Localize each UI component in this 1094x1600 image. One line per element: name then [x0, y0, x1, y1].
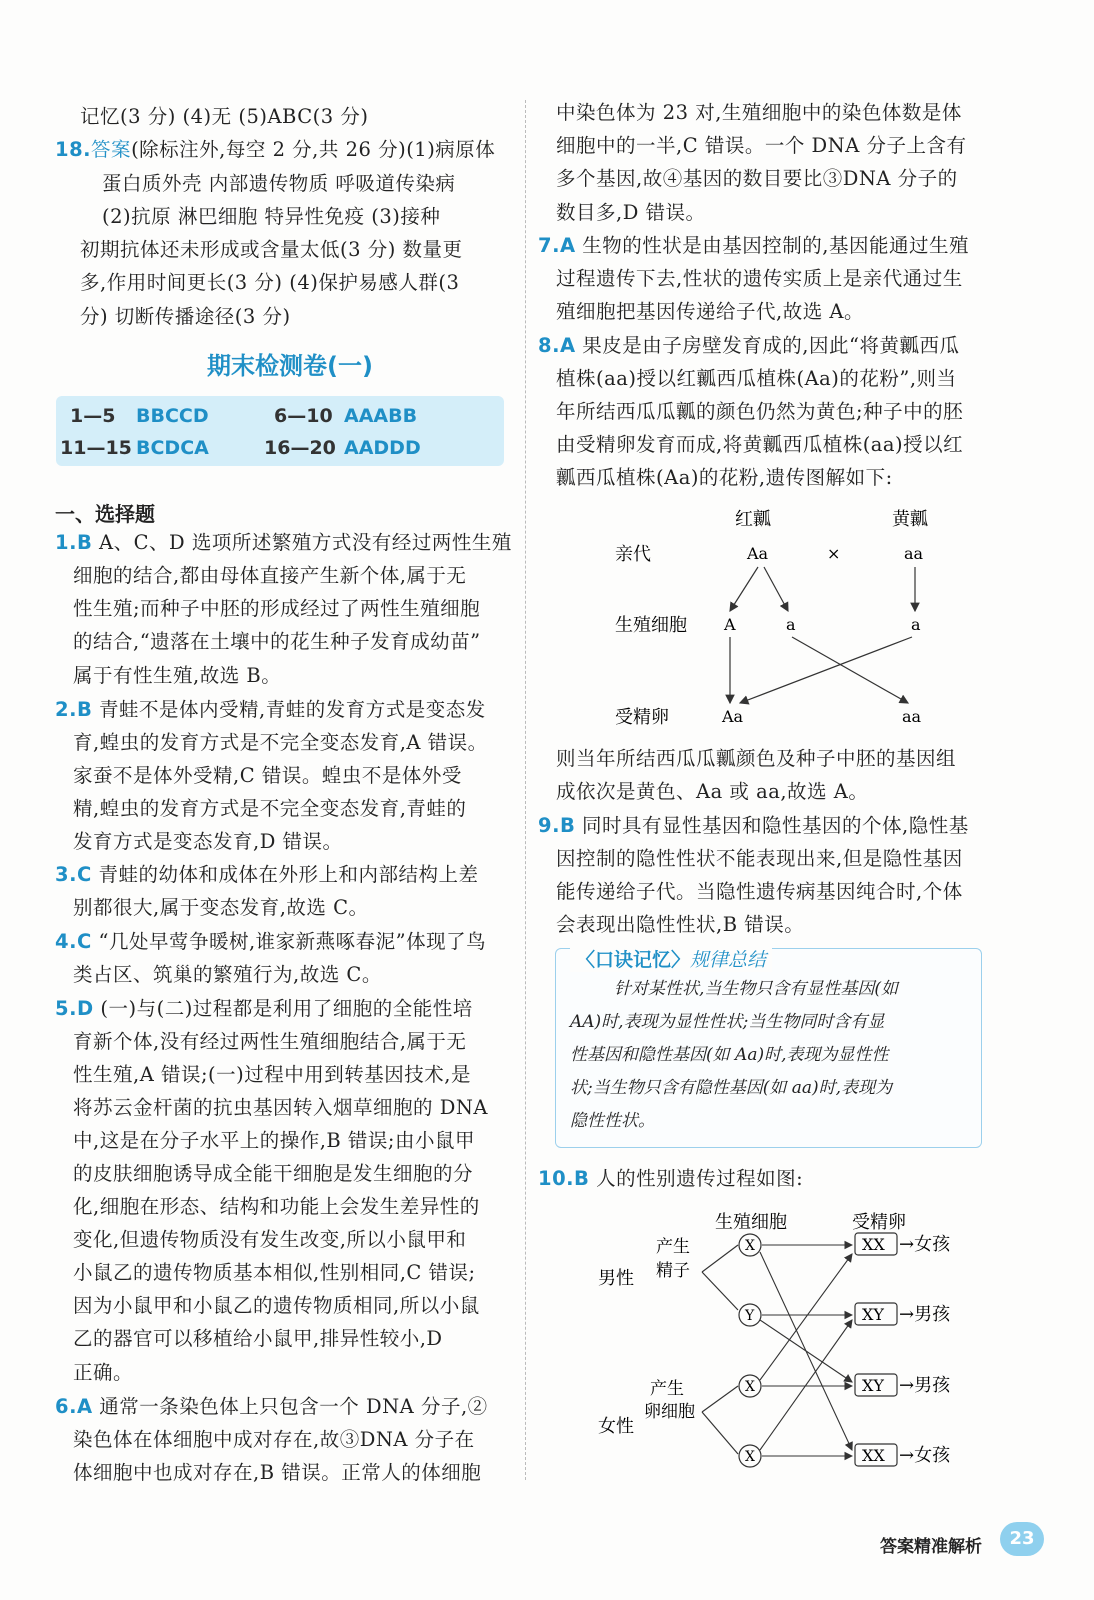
- memo-line: 性基因和隐性基因(如 Aa)时,表现为显性性: [570, 1045, 889, 1065]
- female-label: 女性: [598, 1416, 634, 1437]
- sperm-y-label: Y: [745, 1308, 755, 1324]
- memo-line: 状;当生物只含有隐性基因(如 aa)时,表现为: [570, 1078, 893, 1098]
- q6-number: 6.A: [55, 1395, 93, 1418]
- q4-number: 4.C: [55, 930, 92, 953]
- text-line: 精,蝗虫的发育方式是不完全变态发育,青蛙的: [73, 797, 467, 820]
- text-line: 则当年所结西瓜瓜瓤颜色及种子中胚的基因组: [556, 747, 957, 770]
- text: 生物的性状是由基因控制的,基因能通过生殖: [582, 234, 969, 257]
- q8-line: [538, 333, 959, 359]
- key-answers: BBCCD: [136, 405, 209, 427]
- text: (一)与(二)过程都是利用了细胞的全能性培: [100, 997, 473, 1020]
- q7-line: [538, 233, 969, 259]
- text: 青蛙的幼体和成体在外形上和内部结构上差: [98, 863, 479, 886]
- text-line: 多,作用时间更长(3 分) (4)保护易感人群(3: [80, 271, 460, 294]
- text-line: 年所结西瓜瓜瓤的颜色仍然为黄色;种子中的胚: [556, 400, 964, 423]
- q6-line: [55, 1394, 488, 1420]
- key-range: 6—10: [274, 405, 333, 427]
- gamete-a: a: [786, 615, 796, 634]
- text-line: 小鼠乙的遗传物质基本相似,性别相同,C 错误;: [73, 1261, 476, 1284]
- gamete-A: A: [724, 615, 736, 634]
- text: 人的性别遗传过程如图:: [596, 1167, 804, 1190]
- text-line: 细胞的结合,都由母体直接产生新个体,属于无: [73, 564, 467, 587]
- q5-line: [55, 996, 473, 1022]
- result-boy: →男孩: [899, 1304, 951, 1325]
- text-line: 正确。: [73, 1361, 134, 1384]
- text-line: 将苏云金杆菌的抗虫基因转入烟草细胞的 DNA: [73, 1096, 488, 1119]
- text-line: 性生殖;而种子中胚的形成经过了两性生殖细胞: [73, 597, 481, 620]
- q2-line: [55, 697, 486, 723]
- col-label-yellow: 黄瓤: [892, 509, 928, 530]
- footer-label: 答案精准解析: [880, 1537, 982, 1557]
- key-range: 16—20: [264, 437, 336, 459]
- zygote-xy: XY: [862, 1376, 884, 1395]
- sex-inheritance-diagram: [590, 1202, 980, 1482]
- q18-line: [55, 137, 495, 163]
- text-line: 家蚕不是体外受精,C 错误。蝗虫不是体外受: [73, 764, 462, 787]
- q3-number: 3.C: [55, 863, 92, 886]
- text: 同时具有显性基因和隐性基因的个体,隐性基: [582, 814, 969, 837]
- q2-number: 2.B: [55, 698, 93, 721]
- result-girl: →女孩: [899, 1445, 951, 1466]
- text-line: 能传递给子代。当隐性遗传病基因纯合时,个体: [556, 880, 963, 903]
- text-line: 因控制的隐性性状不能表现出来,但是隐性基因: [556, 847, 963, 870]
- female-egg: 卵细胞: [644, 1402, 695, 1422]
- text-line: 过程遗传下去,性状的遗传实质上是亲代通过生: [556, 267, 963, 290]
- text-line: 初期抗体还未形成或含量太低(3 分) 数量更: [80, 238, 463, 261]
- genetic-cross-diagram: [600, 505, 960, 730]
- zygote-Aa: Aa: [722, 707, 744, 726]
- text-line: 属于有性生殖,故选 B。: [73, 664, 282, 687]
- row-label-parent: 亲代: [615, 544, 651, 565]
- answer-tag: 答案: [91, 138, 132, 161]
- memo-line: 针对某性状,当生物只含有显性基因(如: [614, 979, 899, 999]
- text-line: 育新个体,没有经过两性生殖细胞结合,属于无: [73, 1030, 467, 1053]
- sperm-x-label: X: [745, 1238, 755, 1254]
- q3-line: [55, 862, 479, 888]
- text-line: 性生殖,A 错误;(一)过程中用到转基因技术,是: [73, 1063, 471, 1086]
- text-line: 会表现出隐性性状,B 错误。: [556, 913, 805, 936]
- q4-line: [55, 929, 486, 955]
- gamete-a-yellow: a: [911, 615, 921, 634]
- q9-number: 9.B: [538, 814, 576, 837]
- male-produce: 产生: [656, 1237, 690, 1257]
- text-line: 的皮肤细胞诱导成全能干细胞是发生细胞的分: [73, 1162, 474, 1185]
- egg-x2-label: X: [745, 1449, 755, 1465]
- q8-number: 8.A: [538, 334, 576, 357]
- cross-sign: ×: [827, 544, 841, 563]
- male-label: 男性: [598, 1268, 634, 1289]
- text-line: 类占区、筑巢的繁殖行为,故选 C。: [73, 963, 382, 986]
- text-line: 记忆(3 分) (4)无 (5)ABC(3 分): [80, 105, 369, 128]
- text-line: 数目多,D 错误。: [556, 201, 706, 224]
- page-number: 23: [1000, 1522, 1044, 1556]
- text-line: 瓤西瓜植株(Aa)的花粉,遗传图解如下:: [556, 466, 893, 489]
- text-line: 植株(aa)授以红瓤西瓜植株(Aa)的花粉”,则当: [556, 367, 957, 390]
- section-title: 期末检测卷(一): [207, 352, 373, 380]
- text-line: 别都很大,属于变态发育,故选 C。: [73, 896, 369, 919]
- header-gametes: 生殖细胞: [715, 1212, 787, 1233]
- text-line: 蛋白质外壳 内部遗传物质 呼吸道传染病: [102, 172, 456, 195]
- memo-tag: 〈口诀记忆〉: [576, 949, 691, 971]
- result-girl: →女孩: [899, 1234, 951, 1255]
- q1-line: [55, 530, 512, 556]
- text-line: 乙的器官可以移植给小鼠甲,排异性较小,D: [73, 1327, 443, 1350]
- text-line: 成依次是黄色、Aa 或 aa,故选 A。: [556, 780, 869, 803]
- text-line: 由受精卵发育而成,将黄瓤西瓜植株(aa)授以红: [556, 433, 964, 456]
- text-line: 育,蝗虫的发育方式是不完全变态发育,A 错误。: [73, 731, 488, 754]
- zygote-aa: aa: [902, 707, 922, 726]
- zygote-xy: XY: [862, 1305, 884, 1324]
- text-line: 中,这是在分子水平上的操作,B 错误;由小鼠甲: [73, 1129, 475, 1152]
- key-answers: BCDCA: [136, 437, 209, 459]
- memo-line: AA)时,表现为显性性状;当生物同时含有显: [570, 1012, 885, 1032]
- memo-box: [555, 948, 982, 1148]
- text: 青蛙不是体内受精,青蛙的发育方式是变态发: [99, 698, 486, 721]
- text-line: 分) 切断传播途径(3 分): [80, 305, 291, 328]
- row-label-gamete: 生殖细胞: [615, 615, 687, 636]
- text-line: 化,细胞在形态、结构和功能上会发生差异性的: [73, 1195, 480, 1218]
- parent-aa-yellow: aa: [904, 544, 924, 563]
- text: 通常一条染色体上只包含一个 DNA 分子,②: [99, 1395, 488, 1418]
- text-line: 发育方式是变态发育,D 错误。: [73, 830, 343, 853]
- key-answers: AAABB: [344, 405, 418, 427]
- parent-aa-red: Aa: [747, 544, 769, 563]
- q18-text: (除标注外,每空 2 分,共 26 分)(1)病原体: [131, 138, 496, 161]
- text-line: (2)抗原 淋巴细胞 特异性免疫 (3)接种: [102, 205, 441, 228]
- text-line: 变化,但遗传物质没有发生改变,所以小鼠甲和: [73, 1228, 467, 1251]
- q10-line: [538, 1166, 803, 1192]
- text: 果皮是由子房壁发育成的,因此“将黄瓤西瓜: [582, 334, 960, 357]
- text-line: 因为小鼠甲和小鼠乙的遗传物质相同,所以小鼠: [73, 1294, 480, 1317]
- zygote-xx: XX: [862, 1446, 885, 1465]
- text-line: 的结合,“遗落在土壤中的花生种子发育成幼苗”: [73, 630, 481, 653]
- text-line: 殖细胞把基因传递给子代,故选 A。: [556, 300, 864, 323]
- text-line: 染色体在体细胞中成对存在,故③DNA 分子在: [73, 1428, 475, 1451]
- memo-subtitle: 规律总结: [690, 949, 767, 971]
- egg-x1-label: X: [745, 1379, 755, 1395]
- column-divider: [525, 100, 526, 1480]
- key-range: 1—5: [70, 405, 116, 427]
- text: A、C、D 选项所述繁殖方式没有经过两性生殖: [99, 531, 512, 554]
- memo-line: 隐性性状。: [570, 1111, 655, 1131]
- text-line: 体细胞中也成对存在,B 错误。正常人的体细胞: [73, 1461, 482, 1484]
- q9-line: [538, 813, 969, 839]
- q1-number: 1.B: [55, 531, 93, 554]
- q10-number: 10.B: [538, 1167, 590, 1190]
- key-range: 11—15: [60, 437, 132, 459]
- text-line: 细胞中的一半,C 错误。一个 DNA 分子上含有: [556, 134, 967, 157]
- male-sperm: 精子: [656, 1261, 690, 1281]
- key-answers: AADDD: [344, 437, 421, 459]
- row-label-zygote: 受精卵: [615, 707, 669, 728]
- result-boy: →男孩: [899, 1375, 951, 1396]
- text: “几处早莺争暖树,谁家新燕啄春泥”体现了鸟: [98, 930, 487, 953]
- header-zygote: 受精卵: [852, 1212, 906, 1233]
- col-label-red: 红瓤: [735, 509, 771, 530]
- memo-header: [570, 945, 772, 972]
- section-heading: 一、选择题: [55, 502, 155, 526]
- answer-key-box: [56, 396, 504, 466]
- q7-number: 7.A: [538, 234, 576, 257]
- q18-number: 18.: [55, 138, 92, 161]
- q5-number: 5.D: [55, 997, 94, 1020]
- female-produce: 产生: [650, 1379, 684, 1399]
- zygote-xx: XX: [862, 1235, 885, 1254]
- text-line: 多个基因,故④基因的数目要比③DNA 分子的: [556, 167, 958, 190]
- text-line: 中染色体为 23 对,生殖细胞中的染色体数是体: [556, 101, 962, 124]
